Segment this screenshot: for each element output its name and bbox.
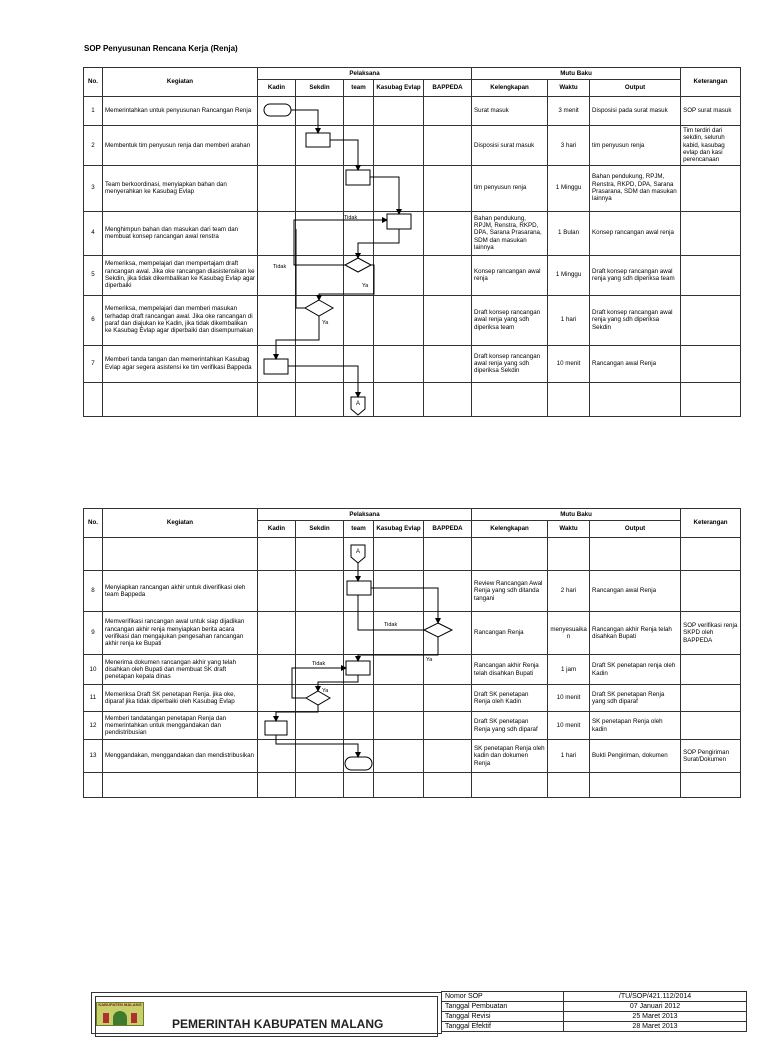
cell-waktu: 1 Minggu xyxy=(548,165,590,211)
identity-label: Nomor SOP xyxy=(442,992,564,1002)
flow-line-4-5 xyxy=(358,229,399,258)
cell-no: 1 xyxy=(84,97,103,126)
cell-kelengkapan: Konsep rancangan awal renja xyxy=(472,255,548,295)
regency-logo xyxy=(96,1002,144,1026)
flow-terminator-start xyxy=(264,104,291,116)
logo-text: KABUPATEN MALANG xyxy=(98,1002,142,1007)
cell-keterangan: SOP surat masuk xyxy=(681,97,741,126)
header-team: team xyxy=(344,521,374,538)
identity-row xyxy=(442,1022,747,1032)
flow-label-tidak: Tidak xyxy=(384,622,398,628)
cell-kelengkapan: Draft SK penetapan Renja oleh Kadin xyxy=(472,685,548,712)
header-sekdin: Sekdin xyxy=(296,521,344,538)
flow-line-6-ya xyxy=(276,316,319,359)
identity-value: 28 Maret 2013 xyxy=(564,1022,747,1032)
header-no: No. xyxy=(84,509,103,538)
cell-waktu: 1 hari xyxy=(548,295,590,345)
cell-kegiatan: Memberi tandatangan penetapan Renja dan memerintahkan untuk menggandakan dan pendistribusian xyxy=(103,712,258,740)
identity-row xyxy=(442,1002,747,1012)
header-output: Output xyxy=(590,521,681,538)
header-team: team xyxy=(344,80,374,97)
connector-a-label: A xyxy=(356,549,361,555)
connector-a-label: A xyxy=(356,401,361,407)
document-title: SOP Penyusunan Rencana Kerja (Renja) xyxy=(84,44,238,53)
cell-waktu: 1 Bulan xyxy=(548,211,590,255)
header-waktu: Waktu xyxy=(548,521,590,538)
cell-waktu: 10 menit xyxy=(548,685,590,712)
header-kelengkapan: Kelengkapan xyxy=(472,80,548,97)
cell-output: Rancangan awal Renja xyxy=(590,571,681,612)
header-no: No. xyxy=(84,68,103,97)
flow-label-ya: Ya xyxy=(362,283,369,289)
cell-output: Draft SK penetapan Renja yang sdh diparaf xyxy=(590,685,681,712)
cell-waktu: 2 hari xyxy=(548,571,590,612)
flow-process-2 xyxy=(306,133,330,147)
identity-label: Tanggal Revisi xyxy=(442,1012,564,1022)
flow-label-ya: Ya xyxy=(322,320,329,326)
cell-output: Konsep rancangan awal renja xyxy=(590,211,681,255)
header-bappeda: BAPPEDA xyxy=(424,521,472,538)
cell-kelengkapan: tim penyusun renja xyxy=(472,165,548,211)
cell-kelengkapan: Surat masuk xyxy=(472,97,548,126)
cover-heading: PEMERINTAH KABUPATEN MALANG xyxy=(172,1017,384,1031)
header-mutu-baku: Mutu Baku xyxy=(472,68,681,80)
cell-no: 8 xyxy=(84,571,103,612)
cell-no: 11 xyxy=(84,685,103,712)
header-kelengkapan: Kelengkapan xyxy=(472,521,548,538)
cell-no: 12 xyxy=(84,712,103,740)
flow-decision-5 xyxy=(345,258,371,272)
cell-kegiatan: Menggandakan, menggandakan dan mendistribusikan xyxy=(103,740,258,773)
cell-kelengkapan: Draft konsep rancangan awal renja yang sdh diperiksa team xyxy=(472,295,548,345)
flow-process-8 xyxy=(347,581,371,595)
flow-terminator-end xyxy=(345,757,372,770)
cell-keterangan: SOP verifikasi renja SKPD oleh BAPPEDA xyxy=(681,612,741,655)
cell-waktu: 10 menit xyxy=(548,345,590,382)
cell-waktu: 1 jam xyxy=(548,655,590,685)
flow-line-7-a xyxy=(288,366,358,397)
flow-label-tidak: Tidak xyxy=(273,264,287,270)
header-waktu: Waktu xyxy=(548,80,590,97)
cell-no: 13 xyxy=(84,740,103,773)
cell-waktu: 3 menit xyxy=(548,97,590,126)
flow-decision-9 xyxy=(424,623,452,637)
identity-row xyxy=(442,1012,747,1022)
header-kegiatan: Kegiatan xyxy=(103,509,258,538)
flow-process-4 xyxy=(387,214,411,229)
cell-kelengkapan: Draft konsep rancangan awal renja yang sdh diperiksa Sekdin xyxy=(472,345,548,382)
cell-keterangan: Tim terdiri dari sekdin, seluruh kabid, kasubag evlap dan kasi perencanaan xyxy=(681,126,741,166)
sop-identity-table xyxy=(441,991,747,1032)
cell-no: 7 xyxy=(84,345,103,382)
cell-kelengkapan: Draft SK penetapan Renja yang sdh diparaf xyxy=(472,712,548,740)
header-keterangan: Keterangan xyxy=(681,68,741,97)
flow-line-8-9 xyxy=(371,588,438,623)
header-kadin: Kadin xyxy=(258,521,296,538)
cell-kegiatan: Team berkoordinasi, menyiapkan bahan dan menyerahkan ke Kasubag Evlap xyxy=(103,165,258,211)
flow-process-7 xyxy=(264,359,288,374)
cell-waktu: 1 hari xyxy=(548,740,590,773)
cell-waktu: 1 Minggu xyxy=(548,255,590,295)
cell-output: Bukti Pengiriman, dokumen xyxy=(590,740,681,773)
cell-waktu: 10 menit xyxy=(548,712,590,740)
cell-kegiatan: Menyiapkan rancangan akhir untuk diverifikasi oleh team Bappeda xyxy=(103,571,258,612)
flow-process-3 xyxy=(346,170,370,185)
cell-kelengkapan: Bahan pendukung, RPJM, Renstra, RKPD, DPA, Sarana Prasarana, SDM dan masukan lainnya xyxy=(472,211,548,255)
header-output: Output xyxy=(590,80,681,97)
identity-label: Tanggal Efektif xyxy=(442,1022,564,1032)
cell-no: 3 xyxy=(84,165,103,211)
flow-process-12 xyxy=(265,721,287,735)
cell-output: Rancangan akhir Renja telah disahkan Bupati xyxy=(590,612,681,655)
cell-output: Draft konsep rancangan awal renja yang sdh diperiksa team xyxy=(590,255,681,295)
flow-line-6-tidak xyxy=(296,229,305,308)
cell-kegiatan: Memeriksa, mempelajari dan memberi masukan terhadap draft rancangan awal. Jika oke rancangan di paraf dan diajukan ke Kadin, jika tidak dikembalikan ke Kasubag Evlap agar diperbaiki dan disempurnakan xyxy=(103,295,258,345)
header-pelaksana: Pelaksana xyxy=(258,509,472,521)
identity-value: /TU/SOP/421.112/2014 xyxy=(564,992,747,1002)
header-mutu-baku: Mutu Baku xyxy=(472,509,681,521)
flow-label-tidak: Tidak xyxy=(344,215,358,221)
cell-kelengkapan: Disposisi surat masuk xyxy=(472,126,548,166)
cell-no: 2 xyxy=(84,126,103,166)
identity-label: Tanggal Pembuatan xyxy=(442,1002,564,1012)
cell-kegiatan: Memeriksa, mempelajari dan mempertajam draft rancangan awal. Jika oke rancangan diasistensikan ke Sekdin, jika tidak dikembalikan ke Kasubag Evlap agar diperbaiki xyxy=(103,255,258,295)
cell-no: 4 xyxy=(84,211,103,255)
cell-kegiatan: Memeriksa Draft SK penetapan Renja. jika oke, diparaf jika tidak diperbaiki oleh Kasubag Evlap xyxy=(103,685,258,712)
flow-decision-6 xyxy=(305,300,333,316)
cell-kegiatan: Memverifikasi rancangan awal untuk siap dijadikan rancangan akhir renja menyiapkan berita acara verifikasi dan mengajukan pengesahan rancangan akhir renja ke Bupati xyxy=(103,612,258,655)
cell-keterangan: SOP Pengiriman Surat/Dokumen xyxy=(681,740,741,773)
header-sekdin: Sekdin xyxy=(296,80,344,97)
header-kasubag: Kasubag Evlap xyxy=(374,80,424,97)
flow-line-3-4 xyxy=(370,177,399,214)
cell-kelengkapan: Rancangan akhir Renja telah disahkan Bupati xyxy=(472,655,548,685)
cell-kelengkapan: Rancangan Renja xyxy=(472,612,548,655)
flow-process-10 xyxy=(346,661,370,675)
cell-no: 6 xyxy=(84,295,103,345)
cell-output: Draft SK penetapan renja oleh Kadin xyxy=(590,655,681,685)
cell-output: SK penetapan Renja oleh kadin xyxy=(590,712,681,740)
flow-line-1-2 xyxy=(291,110,318,133)
flow-line-12-13 xyxy=(276,735,358,757)
cell-no: 5 xyxy=(84,255,103,295)
cell-kegiatan: Memberi tanda tangan dan memerintahkan Kasubag Evlap agar segera asistensi ke tim verifikasi Bappeda xyxy=(103,345,258,382)
cell-kelengkapan: SK penetapan Renja oleh kadin dan dokumen Renja xyxy=(472,740,548,773)
cell-no: 10 xyxy=(84,655,103,685)
cell-kegiatan: Menerima dokumen rancangan akhir yang telah disahkan oleh Bupati dan membuat SK draft penetapan kepala dinas xyxy=(103,655,258,685)
cell-output: Draft konsep rancangan awal renja yang sdh diperiksa Sekdin xyxy=(590,295,681,345)
cell-output: Disposisi pada surat masuk xyxy=(590,97,681,126)
header-keterangan: Keterangan xyxy=(681,509,741,538)
cell-output: Bahan pendukung, RPJM, Renstra, RKPD, DPA, Sarana Prasarana, SDM dan masukan lainnya xyxy=(590,165,681,211)
header-kasubag: Kasubag Evlap xyxy=(374,521,424,538)
cell-kelengkapan: Review Rancangan Awal Renja yang sdh ditanda tangani xyxy=(472,571,548,612)
identity-row xyxy=(442,992,747,1002)
flow-line-11-ya xyxy=(276,705,318,721)
cell-no: 9 xyxy=(84,612,103,655)
cell-kegiatan: Membentuk tim penyusun renja dan memberi arahan xyxy=(103,126,258,166)
flow-label-tidak: Tidak xyxy=(312,661,326,667)
header-pelaksana: Pelaksana xyxy=(258,68,472,80)
flow-label-ya: Ya xyxy=(322,688,329,694)
header-bappeda: BAPPEDA xyxy=(424,80,472,97)
cell-output: tim penyusun renja xyxy=(590,126,681,166)
cell-output: Rancangan awal Renja xyxy=(590,345,681,382)
cell-kegiatan: Memerintahkan untuk penyusunan Rancangan Renja xyxy=(103,97,258,126)
flow-line-2-3 xyxy=(330,140,358,170)
header-kegiatan: Kegiatan xyxy=(103,68,258,97)
header-kadin: Kadin xyxy=(258,80,296,97)
cell-waktu: 3 hari xyxy=(548,126,590,166)
flow-label-ya: Ya xyxy=(426,657,433,663)
cell-waktu: menyesuaikan xyxy=(548,612,590,655)
identity-value: 07 Januari 2012 xyxy=(564,1002,747,1012)
cell-kegiatan: Menghimpun bahan dan masukan dari team dan membuat konsep rancangan awal renstra xyxy=(103,211,258,255)
identity-value: 25 Maret 2013 xyxy=(564,1012,747,1022)
